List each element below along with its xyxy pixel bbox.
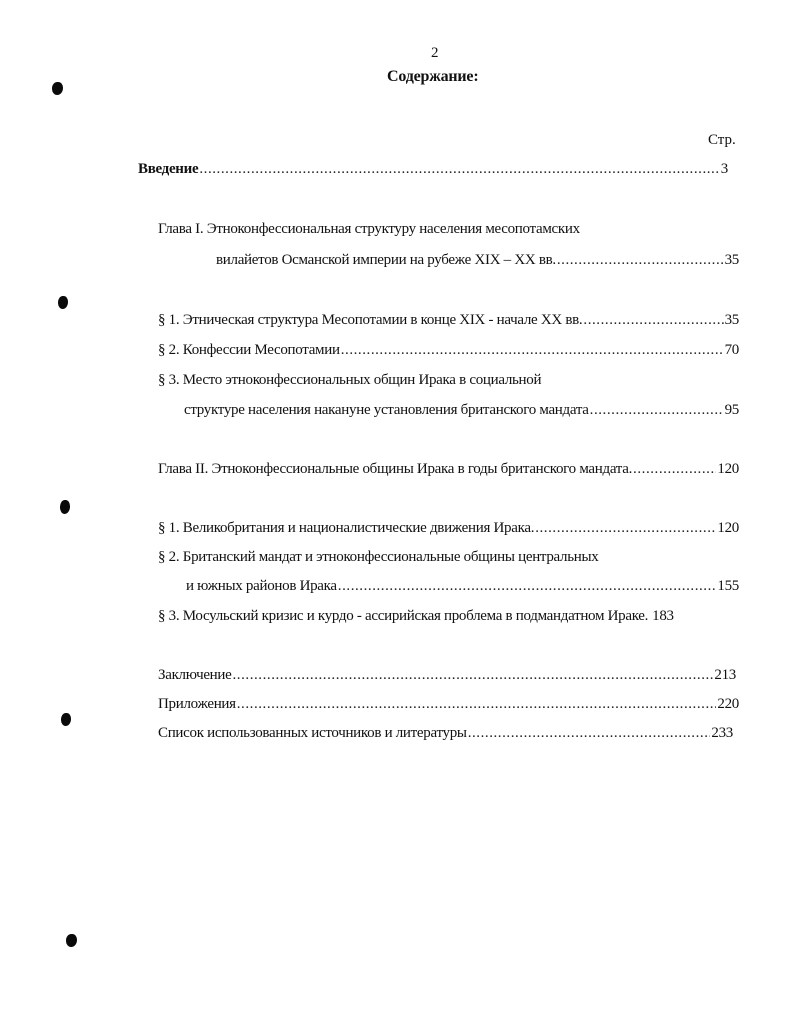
toc-entry-chapter-2 xyxy=(158,460,739,478)
toc-entry-label: § 3. Мосульский кризис и курдо - ассирийская проблема в подмандатном Ираке. xyxy=(158,608,649,624)
punch-hole-mark xyxy=(52,82,63,95)
dot-leader xyxy=(590,401,724,419)
toc-entry-label: § 1. Великобритания и националистические движения Ирака. xyxy=(158,520,535,536)
toc-entry-label: вилайетов Османской империи на рубеже XIX – XX вв. xyxy=(216,252,556,268)
punch-hole-mark xyxy=(61,713,71,726)
toc-entry-label: Заключение xyxy=(158,667,232,683)
toc-entry-label: § 1. Этническая структура Месопотамии в конце XIX - начале XX вв. xyxy=(158,312,583,328)
toc-entry-page: 95 xyxy=(724,402,739,418)
punch-hole-mark xyxy=(60,500,70,514)
toc-entry-label: § 2. Конфессии Месопотамии xyxy=(158,342,340,358)
toc-entry-appendix xyxy=(158,695,739,713)
toc-entry-label: структуре населения накануне установления британского мандата xyxy=(184,402,589,418)
toc-entry-page: 120 xyxy=(717,461,739,477)
toc-entry-label: Список использованных источников и литературы xyxy=(158,725,467,741)
toc-entry-conclusion xyxy=(158,666,736,684)
punch-hole-mark xyxy=(66,934,77,947)
toc-entry-ch1-section-2 xyxy=(158,341,739,359)
toc-entry-page: 220 xyxy=(717,696,739,712)
punch-hole-mark xyxy=(58,296,68,309)
toc-entry-page: 70 xyxy=(724,342,739,358)
toc-entry-page: 155 xyxy=(717,578,739,594)
toc-entry-sources xyxy=(158,724,733,742)
dot-leader xyxy=(583,311,723,329)
dot-leader xyxy=(233,666,714,684)
toc-entry-page: 213 xyxy=(714,667,736,683)
toc-entry-ch2-section-1 xyxy=(158,519,739,537)
dot-leader xyxy=(237,695,717,713)
page-number: 2 xyxy=(431,45,439,61)
toc-entry-page: 120 xyxy=(717,520,739,536)
toc-entry-label: Введение xyxy=(138,161,199,177)
toc-entry-label: и южных районов Ирака xyxy=(186,578,337,594)
toc-entry-page: 233 xyxy=(711,725,733,741)
toc-entry-introduction xyxy=(138,160,728,178)
dot-leader xyxy=(633,460,716,478)
toc-entry-chapter-1 xyxy=(216,251,739,269)
dot-leader xyxy=(468,724,711,742)
dot-leader xyxy=(557,251,724,269)
toc-ch2-section-2-line1: § 2. Британский мандат и этноконфессиональные общины центральных xyxy=(158,549,599,565)
toc-entry-label: Приложения xyxy=(158,696,236,712)
toc-entry-ch1-section-3 xyxy=(184,401,739,419)
dot-leader xyxy=(338,577,717,595)
dot-leader xyxy=(535,519,716,537)
toc-entry-page: 183 xyxy=(652,608,674,624)
dot-leader xyxy=(341,341,724,359)
toc-entry-page: 3 xyxy=(720,161,728,177)
toc-entry-ch1-section-1 xyxy=(158,311,739,329)
dot-leader xyxy=(199,160,719,178)
toc-entry-page: 35 xyxy=(724,312,739,328)
page-column-header: Стр. xyxy=(708,132,736,148)
toc-entry-ch2-section-2 xyxy=(186,577,739,595)
page-title: Содержание: xyxy=(387,68,479,85)
toc-chapter-1-line1: Глава I. Этноконфессиональная структуру населения месопотамских xyxy=(158,221,580,237)
toc-entry-page: 35 xyxy=(724,252,739,268)
toc-ch1-section-3-line1: § 3. Место этноконфессиональных общин Ирака в социальной xyxy=(158,372,542,388)
toc-entry-ch2-section-3 xyxy=(158,607,739,625)
toc-entry-label: Глава II. Этноконфессиональные общины Ирака в годы британского мандата. xyxy=(158,461,633,477)
